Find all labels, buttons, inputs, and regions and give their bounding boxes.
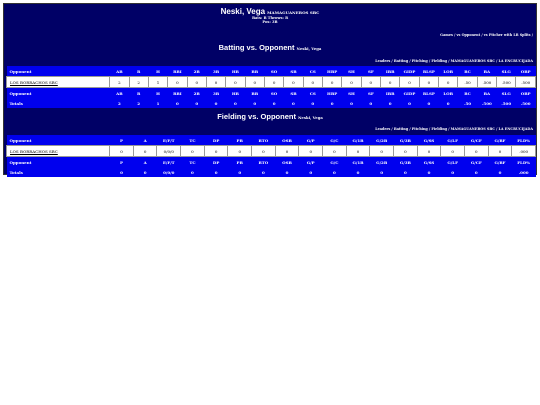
total-cell: 0: [400, 98, 419, 108]
column-header[interactable]: G/P: [299, 157, 323, 168]
column-header[interactable]: G/RF: [488, 157, 512, 168]
stat-cell: 0: [346, 146, 370, 157]
column-header[interactable]: G/2B: [370, 157, 394, 168]
column-header[interactable]: PB: [228, 135, 252, 146]
column-header[interactable]: AB: [110, 88, 129, 99]
column-header[interactable]: HR: [226, 88, 245, 99]
total-cell: 0: [441, 167, 465, 177]
total-cell: .500: [477, 98, 496, 108]
stat-cell: 0: [245, 77, 264, 88]
split-links[interactable]: Games / vs Opponent / vs Pitcher with LR Splits /: [440, 33, 533, 37]
total-cell: .500: [497, 98, 516, 108]
column-header[interactable]: 3B: [206, 88, 225, 99]
stat-cell: 0: [400, 77, 419, 88]
column-header[interactable]: RC: [458, 88, 477, 99]
column-header[interactable]: OBP: [516, 88, 536, 99]
table-row: [7, 77, 536, 88]
column-header[interactable]: A: [133, 157, 157, 168]
stat-cell: 0: [226, 77, 245, 88]
total-cell: 0: [228, 167, 252, 177]
column-header[interactable]: SH: [342, 66, 361, 77]
total-cell: 0: [322, 98, 341, 108]
column-header[interactable]: CS: [303, 88, 322, 99]
column-header[interactable]: G/CF: [464, 157, 488, 168]
stat-cell: 0: [370, 146, 394, 157]
total-cell: 0: [464, 167, 488, 177]
column-header[interactable]: G/CF: [464, 135, 488, 146]
total-cell: 0: [342, 98, 361, 108]
totals-label: Totals: [7, 98, 110, 108]
column-header[interactable]: E/F/T: [157, 157, 181, 168]
stats-panel: [3, 3, 537, 175]
total-cell: 1: [148, 98, 167, 108]
column-header[interactable]: GIDP: [400, 88, 419, 99]
column-header[interactable]: IBB: [381, 66, 400, 77]
column-header[interactable]: AB: [110, 66, 129, 77]
total-cell: 0: [252, 167, 276, 177]
total-cell: 0: [323, 167, 347, 177]
stat-cell: 0: [275, 146, 299, 157]
column-header[interactable]: TC: [181, 157, 205, 168]
column-header[interactable]: RC: [458, 66, 477, 77]
total-cell: 0: [204, 167, 228, 177]
player-header: [4, 7, 536, 16]
column-header[interactable]: TC: [181, 135, 205, 146]
column-header[interactable]: G/C: [323, 135, 347, 146]
column-header[interactable]: OSB: [275, 157, 299, 168]
column-header[interactable]: BA: [477, 66, 496, 77]
fielding-table: [6, 135, 536, 177]
totals-row: [7, 167, 536, 177]
total-cell: 0: [275, 167, 299, 177]
column-header[interactable]: BA: [477, 88, 496, 99]
column-header[interactable]: GIDP: [400, 66, 419, 77]
stat-cell: .50: [458, 77, 477, 88]
column-header[interactable]: G/2B: [370, 135, 394, 146]
column-header: Opponent: [7, 157, 110, 168]
column-header[interactable]: RTO: [252, 157, 276, 168]
total-cell: 0: [264, 98, 283, 108]
total-cell: 0: [361, 98, 380, 108]
total-cell: .500: [516, 98, 536, 108]
column-header[interactable]: RBI: [168, 66, 187, 77]
column-header[interactable]: G/C: [323, 157, 347, 168]
column-header[interactable]: G/SS: [417, 135, 441, 146]
stat-cell: 0: [181, 146, 205, 157]
column-header[interactable]: RLSP: [419, 66, 438, 77]
total-cell: 0: [181, 167, 205, 177]
total-cell: 0: [439, 98, 458, 108]
column-header[interactable]: IBB: [381, 88, 400, 99]
total-cell: 0: [168, 98, 187, 108]
column-header[interactable]: G/LF: [441, 157, 465, 168]
total-cell: 0: [417, 167, 441, 177]
column-header[interactable]: SH: [342, 88, 361, 99]
total-cell: 2: [110, 98, 129, 108]
stat-cell: 0: [419, 77, 438, 88]
total-cell: 0: [381, 98, 400, 108]
column-header[interactable]: HBP: [322, 88, 341, 99]
column-header[interactable]: HR: [226, 66, 245, 77]
stat-cell: 0: [110, 146, 134, 157]
stat-cell: 0: [206, 77, 225, 88]
fielding-header-row: [7, 157, 536, 168]
total-cell: 0: [419, 98, 438, 108]
fielding-section-title: [4, 112, 536, 121]
batting-player: Neski, Vega: [296, 46, 322, 51]
column-header[interactable]: P: [110, 135, 134, 146]
totals-row: [7, 98, 536, 108]
stat-cell: 1: [148, 77, 167, 88]
column-header[interactable]: H: [148, 88, 167, 99]
column-header[interactable]: G/3B: [394, 157, 418, 168]
column-header[interactable]: SLG: [497, 88, 516, 99]
column-header[interactable]: OSB: [275, 135, 299, 146]
column-header: Opponent: [7, 135, 110, 146]
total-cell: .50: [458, 98, 477, 108]
column-header[interactable]: G/SS: [417, 157, 441, 168]
batting-title: Batting vs. Opponent: [218, 43, 295, 52]
stat-cell: 0: [252, 146, 276, 157]
column-header[interactable]: R: [129, 66, 148, 77]
column-header[interactable]: 2B: [187, 66, 206, 77]
total-cell: 0: [488, 167, 512, 177]
total-cell: 0: [394, 167, 418, 177]
column-header[interactable]: HBP: [322, 66, 341, 77]
stat-cell: 0: [303, 77, 322, 88]
player-bio: [4, 16, 536, 25]
column-header[interactable]: P: [110, 157, 134, 168]
column-header[interactable]: E/F/T: [157, 135, 181, 146]
stat-cell: 0: [168, 77, 187, 88]
column-header[interactable]: RLSP: [419, 88, 438, 99]
total-cell: 0: [284, 98, 303, 108]
stat-cell: .500: [497, 77, 516, 88]
batting-table: [6, 66, 536, 108]
stat-cell: .500: [477, 77, 496, 88]
total-cell: 0: [187, 98, 206, 108]
fielding-nav-links[interactable]: Leaders / Batting / Pitching / Fielding / MAMAGUANEROS SBC / LA ENCRUCIJADA: [375, 127, 533, 131]
column-header[interactable]: SF: [361, 88, 380, 99]
total-cell: 0: [370, 167, 394, 177]
column-header[interactable]: G/1B: [346, 135, 370, 146]
batting-nav-links[interactable]: Leaders / Batting / Pitching / Fielding / MAMAGUANEROS SBC / LA ENCRUCIJADA: [375, 59, 533, 63]
stat-cell: 0: [187, 77, 206, 88]
column-header[interactable]: A: [133, 135, 157, 146]
column-header: Opponent: [7, 66, 110, 77]
stat-cell: 0: [464, 146, 488, 157]
stat-cell: .500: [516, 77, 536, 88]
column-header[interactable]: CS: [303, 66, 322, 77]
stat-cell: 0: [284, 77, 303, 88]
bats-throws: Bats: R Throws: R: [251, 16, 289, 20]
fielding-title: Fielding vs. Opponent: [217, 112, 296, 121]
column-header[interactable]: SLG: [497, 66, 516, 77]
batting-header-row: [7, 66, 536, 77]
stat-cell: 2: [129, 77, 148, 88]
total-cell: 0: [299, 167, 323, 177]
batting-section-title: [4, 43, 536, 52]
stat-cell: 0: [361, 77, 380, 88]
total-cell: 0: [226, 98, 245, 108]
total-cell: 0/0/0: [157, 167, 181, 177]
column-header[interactable]: FLD%: [512, 135, 536, 146]
stat-cell: 0: [381, 77, 400, 88]
column-header[interactable]: BB: [245, 88, 264, 99]
fielding-header-row: [7, 135, 536, 146]
stat-cell: 0: [441, 146, 465, 157]
stat-cell: 0/0/0: [157, 146, 181, 157]
column-header[interactable]: G/LF: [441, 135, 465, 146]
opponent-link[interactable]: LOS BORRACHOS SBC: [7, 77, 110, 88]
total-cell: .000: [512, 167, 536, 177]
column-header[interactable]: SB: [284, 88, 303, 99]
column-header[interactable]: G/1B: [346, 157, 370, 168]
column-header[interactable]: G/RF: [488, 135, 512, 146]
total-cell: 0: [346, 167, 370, 177]
stat-cell: 0: [228, 146, 252, 157]
stat-cell: 0: [417, 146, 441, 157]
column-header[interactable]: G/3B: [394, 135, 418, 146]
total-cell: 0: [110, 167, 134, 177]
player-team[interactable]: MAMAGUANEROS SBC: [267, 10, 320, 15]
stat-cell: 0: [299, 146, 323, 157]
fielding-player: Neski, Vega: [297, 115, 323, 120]
stat-cell: .000: [512, 146, 536, 157]
column-header[interactable]: R: [129, 88, 148, 99]
column-header[interactable]: FLD%: [512, 157, 536, 168]
total-cell: 2: [129, 98, 148, 108]
column-header[interactable]: OBP: [516, 66, 536, 77]
column-header: Opponent: [7, 88, 110, 99]
column-header[interactable]: SF: [361, 66, 380, 77]
column-header[interactable]: LOB: [439, 88, 458, 99]
column-header[interactable]: BB: [245, 66, 264, 77]
column-header[interactable]: PB: [228, 157, 252, 168]
stat-cell: 2: [110, 77, 129, 88]
stat-cell: 0: [323, 146, 347, 157]
opponent-link[interactable]: LOS BORRACHOS SBC: [7, 146, 110, 157]
stat-cell: 0: [439, 77, 458, 88]
table-row: [7, 146, 536, 157]
column-header[interactable]: 2B: [187, 88, 206, 99]
column-header[interactable]: SO: [264, 66, 283, 77]
player-name: Neski, Vega: [220, 7, 266, 16]
stat-cell: 0: [133, 146, 157, 157]
total-cell: 0: [245, 98, 264, 108]
total-cell: 0: [133, 167, 157, 177]
stat-cell: 0: [204, 146, 228, 157]
column-header[interactable]: H: [148, 66, 167, 77]
column-header[interactable]: 3B: [206, 66, 225, 77]
stat-cell: 0: [342, 77, 361, 88]
column-header[interactable]: SO: [264, 88, 283, 99]
stat-cell: 0: [322, 77, 341, 88]
totals-label: Totals: [7, 167, 110, 177]
batting-header-row: [7, 88, 536, 99]
stat-cell: 0: [394, 146, 418, 157]
column-header[interactable]: RTO: [252, 135, 276, 146]
column-header[interactable]: SB: [284, 66, 303, 77]
column-header[interactable]: DP: [204, 135, 228, 146]
stat-cell: 0: [264, 77, 283, 88]
column-header[interactable]: G/P: [299, 135, 323, 146]
total-cell: 0: [206, 98, 225, 108]
position: Pos: 3B: [262, 20, 278, 25]
column-header[interactable]: RBI: [168, 88, 187, 99]
total-cell: 0: [303, 98, 322, 108]
column-header[interactable]: LOB: [439, 66, 458, 77]
stat-cell: 0: [488, 146, 512, 157]
column-header[interactable]: DP: [204, 157, 228, 168]
